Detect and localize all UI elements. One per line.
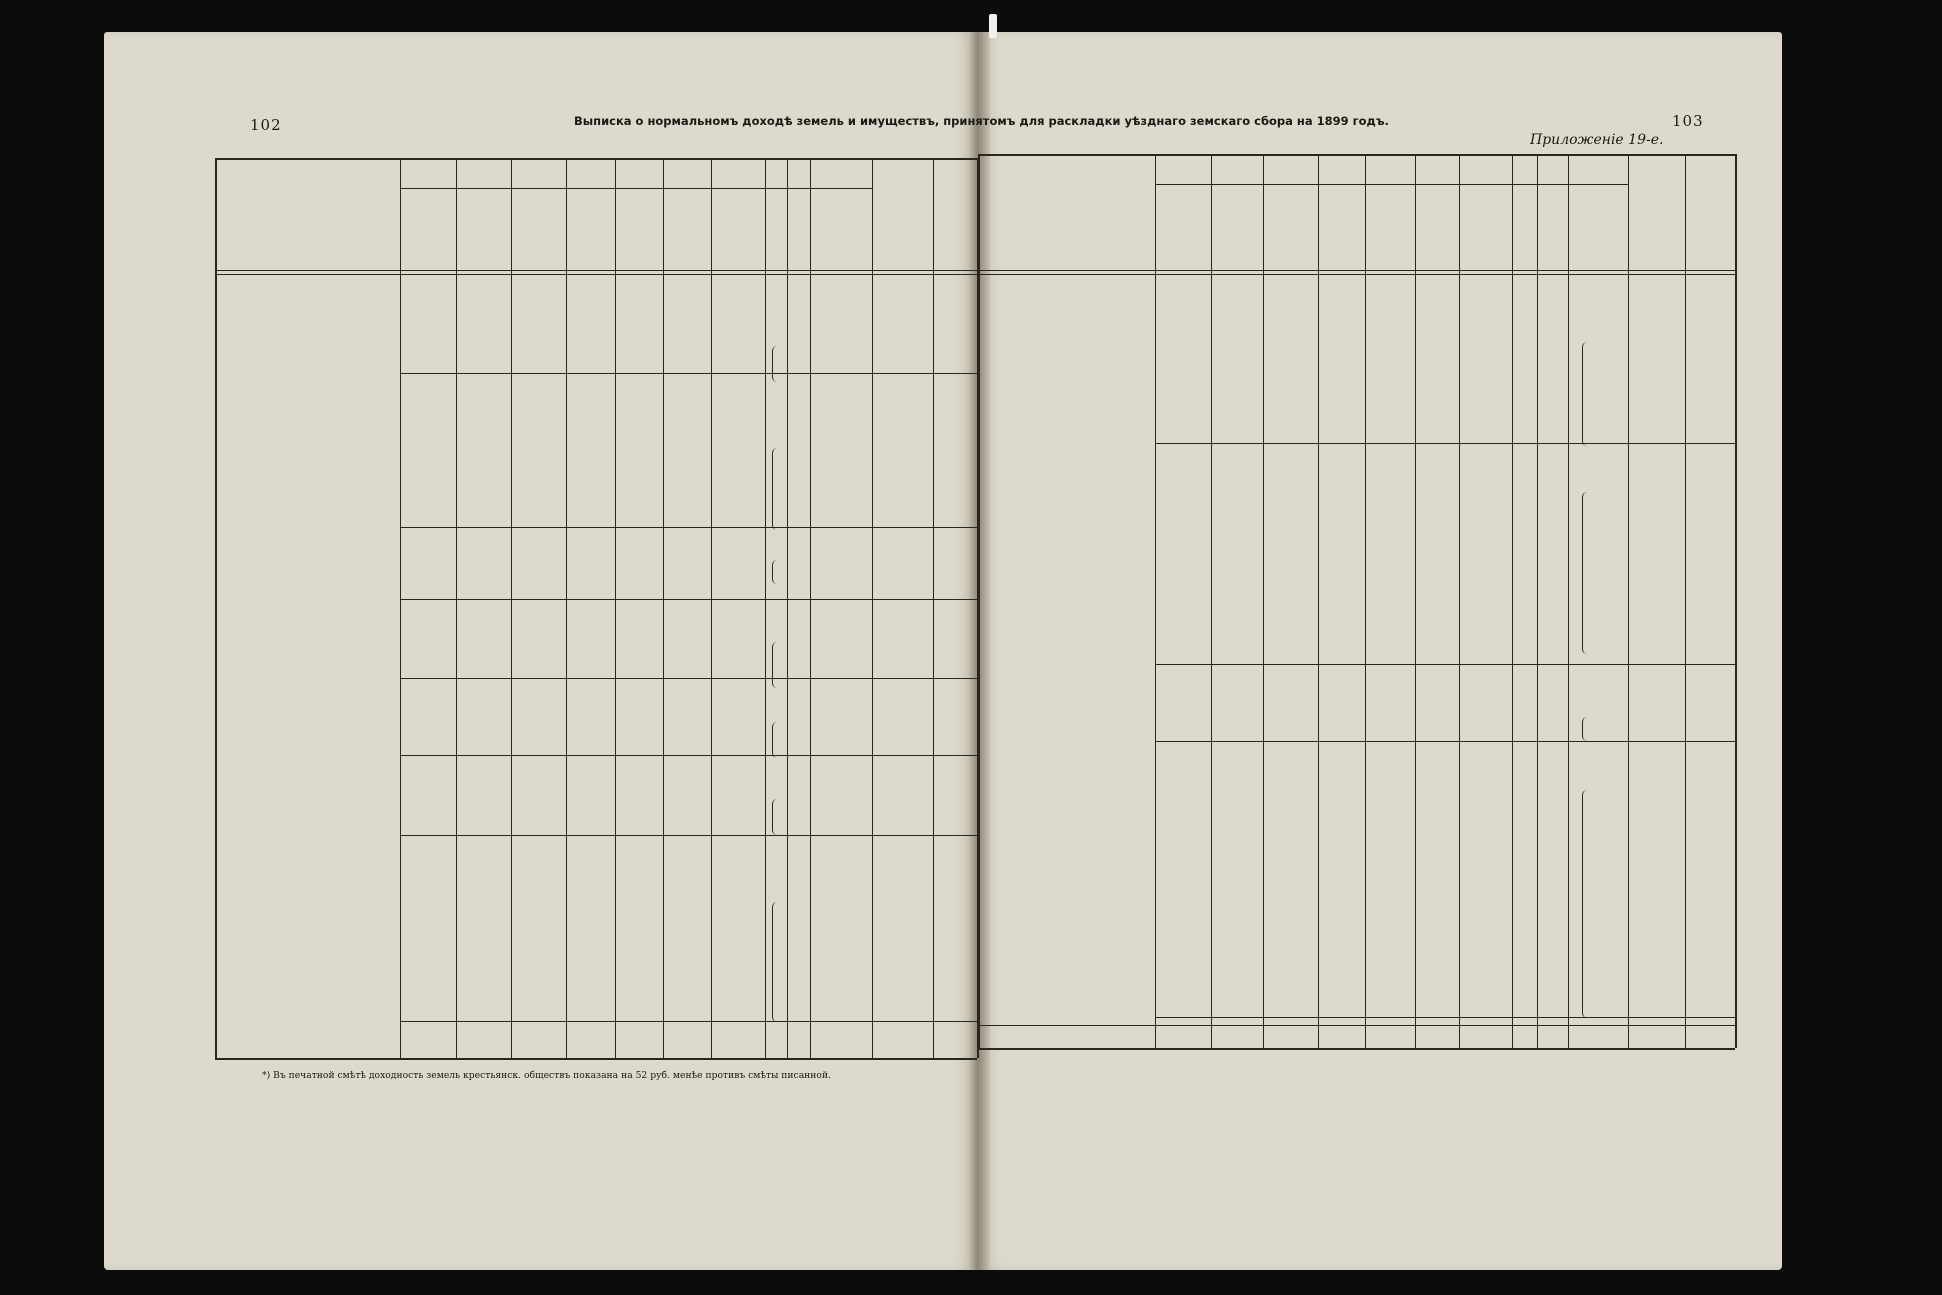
- district-total-rule: [1155, 1017, 1735, 1018]
- property-income-brace: [772, 448, 777, 530]
- property-income-brace: [772, 560, 777, 584]
- column-rule: [456, 158, 457, 1058]
- column-rule: [1685, 154, 1686, 1048]
- column-rule: [566, 158, 567, 1058]
- district-total-rule: [1155, 443, 1735, 444]
- group-rule-income: [1512, 184, 1628, 185]
- column-rule: [1365, 154, 1366, 1048]
- column-header-property_income: [1630, 158, 1683, 266]
- column-header-land_property_income: [935, 162, 975, 266]
- table-top-rule: [215, 158, 977, 160]
- property-income-brace: [772, 799, 777, 835]
- group-rule-income: [765, 188, 872, 189]
- column-header-all_land: [812, 192, 870, 266]
- property-income-brace: [772, 902, 777, 1022]
- column-header-church: [665, 192, 709, 266]
- column-rule: [1459, 154, 1460, 1048]
- column-rule: [765, 158, 766, 1058]
- column-header-property_income: [874, 162, 931, 266]
- column-rule: [215, 158, 217, 1058]
- column-rule: [400, 158, 401, 1058]
- binding-thread: [989, 14, 997, 38]
- left-page-number: 102: [250, 116, 282, 134]
- column-header-peasant: [458, 192, 509, 266]
- column-rule: [978, 154, 980, 1048]
- column-rule: [615, 158, 616, 1058]
- district-total-rule: [1155, 741, 1735, 742]
- property-income-brace: [1582, 492, 1587, 654]
- header-bottom-rule: [978, 270, 1735, 271]
- column-rule: [663, 158, 664, 1058]
- property-income-brace: [772, 722, 777, 758]
- property-income-brace: [1582, 717, 1587, 741]
- column-rule: [1415, 154, 1416, 1048]
- district-total-rule: [400, 527, 977, 528]
- property-income-brace: [1582, 342, 1587, 446]
- column-rule: [810, 158, 811, 1058]
- column-header-church: [1417, 188, 1457, 266]
- column-rule: [511, 158, 512, 1058]
- column-rule: [1155, 154, 1156, 1048]
- district-total-rule: [400, 1021, 977, 1022]
- column-rule: [1628, 154, 1629, 1048]
- table-bottom-rule: [978, 1048, 1735, 1050]
- district-total-rule: [400, 373, 977, 374]
- column-rule: [787, 158, 788, 1058]
- column-header-private: [1157, 188, 1209, 266]
- column-rule: [933, 158, 934, 1058]
- property-income-brace: [772, 642, 777, 688]
- header-bottom-rule-2: [978, 274, 1735, 275]
- column-header-land_property_income: [1687, 158, 1733, 266]
- header-bottom-rule: [215, 270, 977, 271]
- district-total-rule: [400, 599, 977, 600]
- column-rule: [1537, 154, 1538, 1048]
- group-rule-quantity: [400, 188, 765, 189]
- table-bottom-rule: [215, 1058, 977, 1060]
- column-rule: [1318, 154, 1319, 1048]
- column-rule: [1735, 154, 1737, 1048]
- footnote: *) Въ печатной смѣтѣ доходность земель крестьянск. обществъ показана на 52 руб. менѣе противъ смѣты писанной.: [262, 1070, 831, 1081]
- district-total-rule: [1155, 664, 1735, 665]
- column-header-peasant: [1213, 188, 1261, 266]
- right-page-number: 103: [1672, 112, 1704, 130]
- group-rule-quantity: [1155, 184, 1512, 185]
- property-income-brace: [1582, 790, 1587, 1018]
- grand-total-rule: [978, 1025, 1735, 1026]
- property-income-brace: [772, 346, 777, 382]
- column-rule: [1211, 154, 1212, 1048]
- page-header-title: Выписка о нормальномъ доходѣ земель и имуществъ, принятомъ для раскладки уѣзднаго земскаго сбора на 1899 годъ.: [574, 114, 1389, 128]
- column-header-private: [402, 192, 454, 266]
- column-rule: [1263, 154, 1264, 1048]
- header-bottom-rule-2: [215, 274, 977, 275]
- column-rule: [1512, 154, 1513, 1048]
- district-total-rule: [400, 835, 977, 836]
- appendix-label: Приложеніе 19-е.: [1530, 132, 1664, 148]
- table-top-rule: [978, 154, 1735, 156]
- column-rule: [872, 158, 873, 1058]
- column-rule: [1568, 154, 1569, 1048]
- district-total-rule: [400, 755, 977, 756]
- column-header-all_land: [1570, 188, 1626, 266]
- district-total-rule: [400, 678, 977, 679]
- column-header-one_desyatina: [767, 192, 808, 266]
- column-header-one_desyatina: [1514, 188, 1566, 266]
- column-rule: [711, 158, 712, 1058]
